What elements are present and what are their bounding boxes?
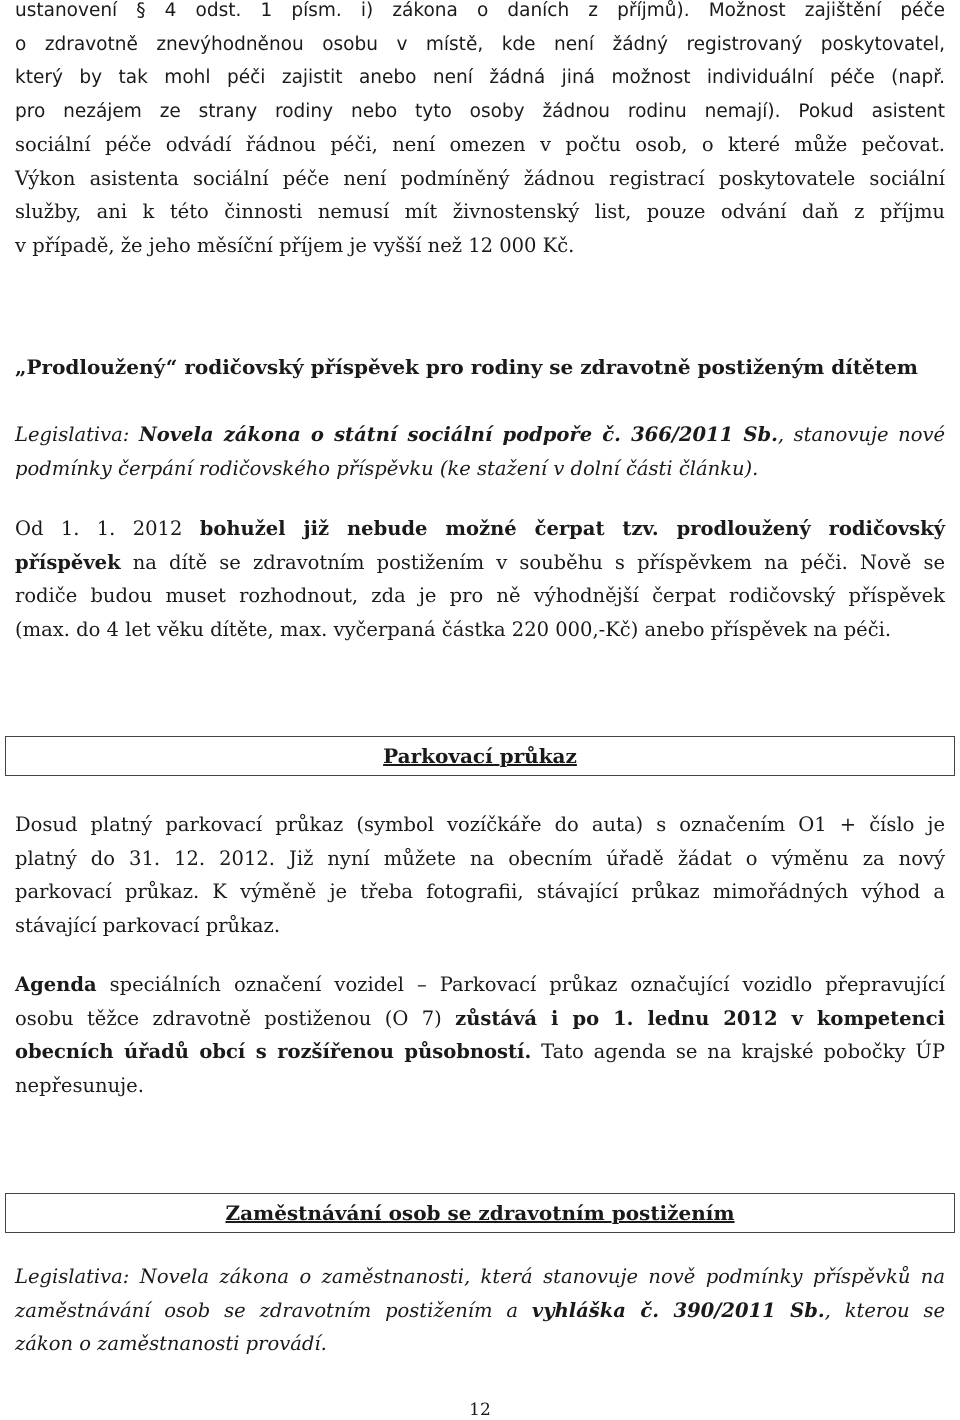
bold-span: obecních úřadů obcí s rozšířenou působností. — [15, 1040, 532, 1063]
text-line: (max. do 4 let věku dítěte, max. vyčerpaná částka 220 000,-Kč) anebo příspěvek na péči. — [15, 617, 892, 641]
text-line — [15, 418, 945, 452]
rodicovsky-paragraph — [15, 512, 945, 646]
page-number: 12 — [469, 1400, 491, 1420]
section-heading-zamestnavani: Zaměstnávání osob se zdravotním postižením — [225, 1201, 735, 1225]
text-line — [15, 1035, 945, 1069]
italic-span: , kterou se — [824, 1298, 945, 1322]
text-line: pro nezájem ze strany rodiny nebo tyto osoby žádnou rodinu nemají). Pokud asistent — [15, 100, 945, 122]
parkovaci-paragraph-1 — [15, 808, 945, 942]
bold-span: zůstává i po 1. lednu 2012 v kompetenci — [455, 1006, 945, 1030]
text-line — [15, 1327, 945, 1361]
text-line: nepřesunuje. — [15, 1073, 144, 1097]
text-line: sociální péče odvádí řádnou péči, není omezen v počtu osob, o které může pečovat. — [15, 133, 945, 156]
text-line: ustanovení § 4 odst. 1 písm. i) zákona o daních z příjmů). Možnost zajištění péče — [15, 0, 945, 21]
bold-span: Agenda — [15, 973, 97, 996]
text-span: osobu těžce zdravotně postiženou (O 7) — [15, 1006, 456, 1030]
legislation-label: Legislativa: — [15, 423, 139, 446]
italic-span: zákon o zaměstnanosti provádí. — [15, 1332, 327, 1355]
bold-span: bohužel již nebude možné čerpat tzv. prodloužený rodičovský — [199, 517, 945, 540]
bold-span: příspěvek — [15, 550, 121, 574]
text-line — [15, 968, 945, 1002]
legislation-rest: , stanovuje nové — [777, 423, 946, 446]
text-line: Výkon asistenta sociální péče není podmíněný žádnou registrací poskytovatele sociální — [15, 166, 945, 190]
legislation-note — [15, 418, 945, 485]
italic-span: Legislativa: Novela zákona o zaměstnanosti, která stanovuje nově podmínky příspěvků na — [15, 1265, 945, 1288]
legislation-law: Novela zákona o státní sociální podpoře č. 366/2011 Sb. — [138, 423, 778, 446]
text-line: parkovací průkaz. K výměně je třeba fotografii, stávající průkaz mimořádných výhod a — [15, 880, 945, 903]
text-line: o zdravotně znevýhodněnou osobu v místě, kde není žádný registrovaný poskytovatel, — [15, 33, 945, 55]
text-line: služby, ani k této činnosti nemusí mít živnostenský list, pouze odvání daň z příjmu — [15, 200, 945, 223]
italic-span: zaměstnávání osob se zdravotním postižením a — [15, 1298, 532, 1322]
parkovaci-paragraph-2 — [15, 968, 945, 1102]
text-line — [15, 1294, 945, 1328]
text-span: na dítě se zdravotním postižením v souběhu s příspěvkem na péči. Nově se — [120, 550, 945, 574]
section-heading-rodicovsky-prispevek: „Prodloužený“ rodičovský příspěvek pro rodiny se zdravotně postiženým dítětem — [15, 355, 918, 379]
text-line: v případě, že jeho měsíční příjem je vyšší než 12 000 Kč. — [15, 233, 575, 257]
text-line: rodiče budou muset rozhodnout, zda je pro ně výhodnější čerpat rodičovský příspěvek — [15, 584, 945, 607]
text-span: Tato agenda se na krajské pobočky ÚP — [531, 1040, 945, 1063]
intro-paragraph — [15, 0, 945, 262]
text-span: speciálních označení vozidel – Parkovací průkaz označující vozidlo přepravující — [96, 973, 945, 996]
text-line: Dosud platný parkovací průkaz (symbol vozíčkáře do auta) s označením O1 + číslo je — [15, 813, 945, 836]
text-line — [15, 452, 945, 486]
section-box-zamestnavani — [5, 1193, 955, 1233]
section-heading-parkovaci-prukaz: Parkovací průkaz — [383, 744, 577, 768]
text-line: stávající parkovací průkaz. — [15, 913, 281, 937]
text-line: který by tak mohl péči zajistit anebo není žádná jiná možnost individuální péče (např. — [15, 67, 945, 88]
text-line: platný do 31. 12. 2012. Již nyní můžete na obecním úřadě žádat o výměnu za nový — [15, 846, 945, 870]
text-line — [15, 1002, 945, 1036]
text-line — [15, 546, 945, 580]
text-span: Od 1. 1. 2012 — [15, 517, 200, 540]
bold-italic-span: vyhláška č. 390/2011 Sb. — [531, 1298, 825, 1322]
section-box-parkovaci-prukaz — [5, 736, 955, 776]
text-line — [15, 1260, 945, 1294]
zamestnavani-paragraph — [15, 1260, 945, 1361]
text-line — [15, 512, 945, 546]
legislation-line-2: podmínky čerpání rodičovského příspěvku (ke stažení v dolní části článku). — [15, 456, 759, 480]
